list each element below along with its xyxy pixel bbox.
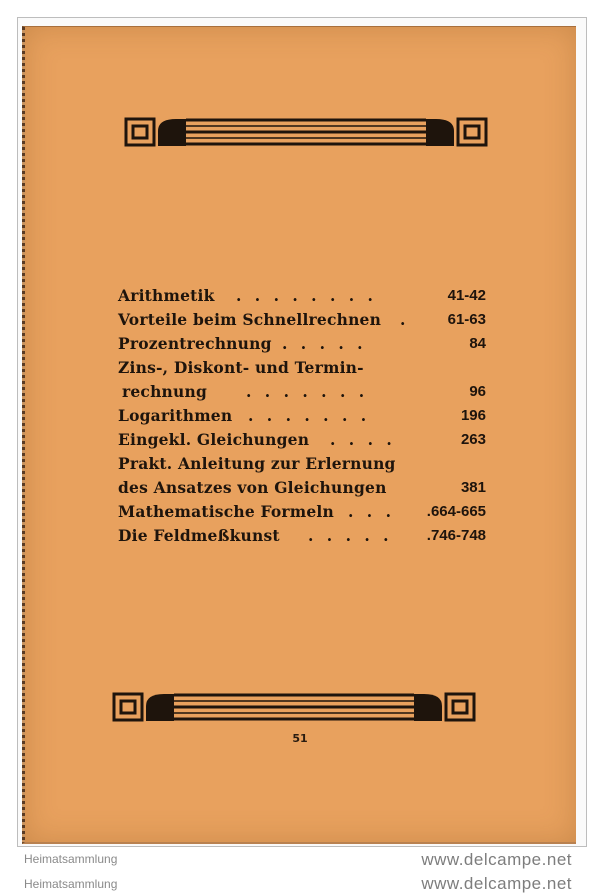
toc-leader-dots: . . . . . (308, 526, 393, 545)
toc-leader-dots: . . . . (330, 430, 396, 449)
toc-entry-page: .746-748 (426, 527, 486, 544)
toc-row (118, 428, 486, 452)
watermark-brand: Heimatsammlung (24, 852, 118, 866)
toc-entry-label: Vorteile beim Schnellrechnen (118, 310, 382, 329)
toc-leader-dots: . . . . . (282, 334, 367, 353)
toc-entry-label: Mathematische Formeln (118, 502, 334, 521)
toc-entry-page: 96 (469, 383, 486, 400)
toc-leader-dots: . . . . . . . . (236, 286, 377, 305)
toc-entry-label: des Ansatzes von Gleichungen (118, 478, 387, 497)
toc-row (118, 476, 486, 500)
toc-row (118, 284, 486, 308)
toc-entry-page: 196 (460, 407, 486, 424)
toc-entry-page: 61-63 (447, 311, 486, 328)
toc-row (118, 308, 486, 332)
toc-row (118, 356, 486, 380)
toc-entry-page: 84 (469, 335, 486, 352)
toc-leader-dots: . . . . . . . (246, 382, 369, 401)
toc-entry-label: Eingekl. Gleichungen (118, 430, 310, 449)
toc-entry-label: rechnung (122, 382, 207, 401)
toc-entry-page: .664-665 (426, 503, 486, 520)
toc-row (118, 380, 486, 404)
toc-entry-label: Arithmetik (118, 286, 215, 305)
toc-entry-label: Zins-, Diskont- und Termin- (118, 358, 364, 377)
page-number: 51 (292, 732, 308, 745)
toc-entry-label: Prakt. Anleitung zur Erlernung (118, 454, 396, 473)
toc-row (118, 404, 486, 428)
watermark-site: www.delcampe.net (421, 874, 572, 893)
toc-row (118, 524, 486, 548)
toc-entry-page: 263 (460, 431, 486, 448)
toc-entry-label: Prozentrechnung (118, 334, 272, 353)
toc-row (118, 332, 486, 356)
toc-leader-dots: . (400, 310, 410, 329)
toc-leader-dots: . . . . . . . (248, 406, 371, 425)
toc-row (118, 500, 486, 524)
table-of-contents (118, 284, 486, 548)
toc-entry-page: 41-42 (447, 287, 486, 304)
toc-row (118, 452, 486, 476)
toc-entry-label: Logarithmen (118, 406, 233, 425)
toc-leader-dots: . . . (348, 502, 395, 521)
bottom-ornament (112, 690, 476, 726)
toc-entry-label: Die Feldmeßkunst (118, 526, 280, 545)
watermark-brand: Heimatsammlung (24, 877, 118, 891)
toc-entry-page: 381 (460, 479, 486, 496)
watermark-site: www.delcampe.net (421, 850, 572, 869)
top-ornament (124, 115, 488, 151)
